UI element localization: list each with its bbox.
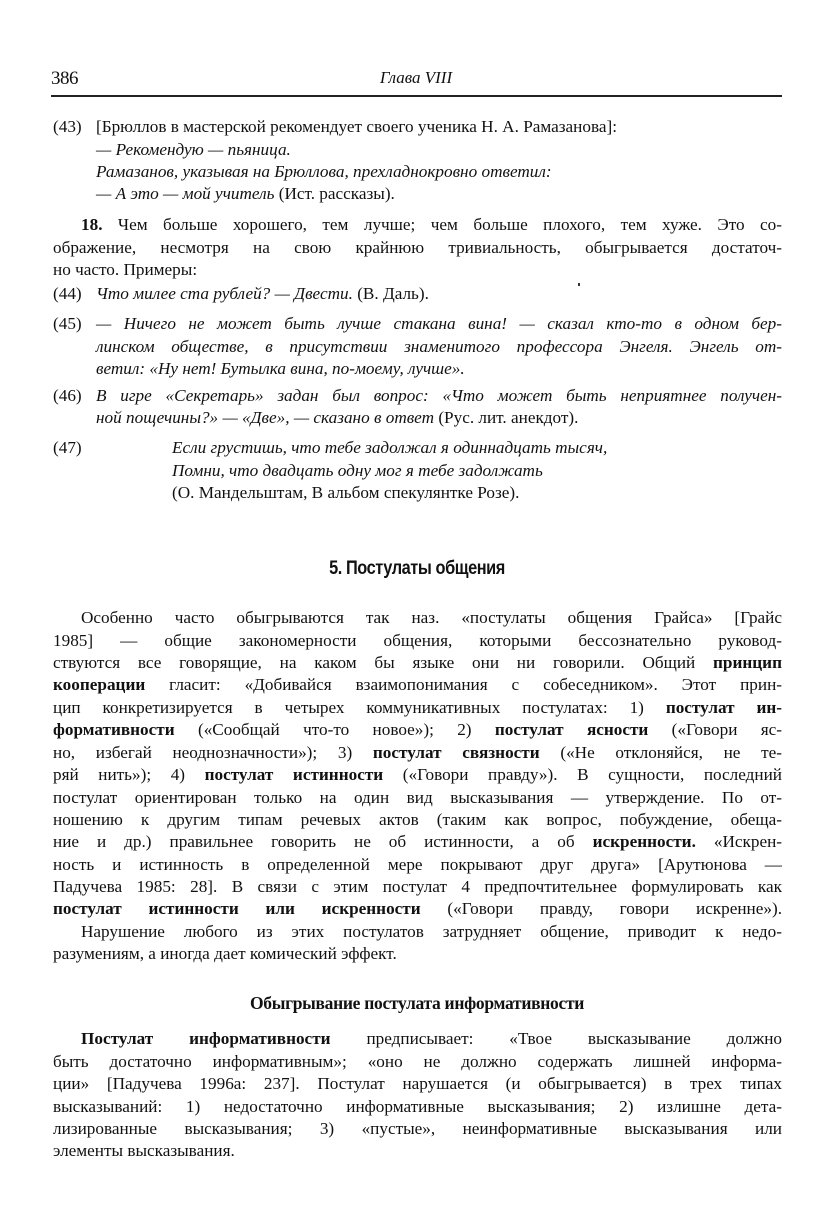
subsection-para-text: лизированные высказывания; 3) «пустые», неинформативные высказывания или [53,1119,782,1138]
section-para-text: Особенно часто обыгрываются так наз. «постулаты общения Грайса» [Грайс [81,608,782,627]
section-title: 5. Постулаты общения [329,558,505,579]
section-para-line [53,898,782,920]
section-para-line [53,719,782,741]
example-43-line: Рамазанов, указывая на Брюллова, прехладнокровно ответил: [96,162,552,181]
section-para-text: («Говори яс- [648,720,783,739]
subsection-title: Обыгрывание постулата информативности [249,993,585,1013]
example-43-line [96,183,395,205]
example-45-line: ветил: «Ну нет! Бутылка вина, по-моему, лучше». [96,359,465,378]
example-number: (46) [53,386,82,405]
section-para-text: постулат ориентирован только на один вид высказывания — утверждение. По от- [53,788,782,807]
section-para-text: Падучева 1985: 28]. В связи с этим постулат 4 предпочтительнее формулировать как [53,877,782,896]
subsection-para-line [53,1051,782,1073]
section-para-line [53,652,782,674]
term-bold: постулат истинности или искренности [53,899,421,918]
para-18-line [53,214,782,236]
subsection-para-text: высказываний: 1) недостаточно информативные высказывания; 2) излишне дета- [53,1097,782,1116]
verse-source: (О. Мандельштам, В альбом спекулянтке Розе). [172,483,520,502]
term-bold: постулат ин- [665,698,782,717]
section-para-line [53,809,782,831]
header-rule [51,95,782,97]
subsection-para-line [53,1118,782,1140]
section-para-text: («Сообщай что-то новое»); 2) [174,720,495,739]
para-18-line [53,237,782,259]
section-para-line [53,674,782,696]
section-para-text: («Говори правду, говори искренне»). [420,899,782,918]
term-bold: Постулат информативности [81,1029,331,1048]
example-number: (43) [53,117,82,136]
example-45-text: линском обществе, в присутствии знаменитого профессора Энгеля. Энгель от- [96,337,782,356]
subsection-para-line [53,1028,782,1050]
example-44-line [96,283,429,305]
section-para-text: «Искрен- [695,832,782,851]
verse-line: Если грустишь, что тебе задолжал я одиннадцать тысяч, [172,438,608,457]
subsection-para-text: предписывает: «Твое высказывание должно [330,1029,783,1048]
example-number: (44) [53,284,82,303]
section-para-text: («Говори правду»). В сущности, последний [383,765,782,784]
section-para-text: но, избегай неоднозначности»); 3) [53,743,373,762]
section-para-text: Нарушение любого из этих постулатов затрудняет общение, приводит к недо- [81,922,782,941]
section-para-text: («Не отклоняйся, не те- [539,743,782,762]
example-number: (47) [53,438,82,457]
example-43-line: — Рекомендую — пьяница. [96,140,291,159]
example-45-line [96,313,782,335]
term-bold: принцип [713,653,782,672]
example-45-text: — Ничего не может быть лучше стакана вина! — сказал кто-то в одном бер- [96,314,782,333]
section-para-text: ношению к другим типам речевых актов (таким как вопрос, побуждение, обеща- [53,810,782,829]
section-para-text: цип конкретизируется в четырех коммуникативных постулатах: 1) [53,698,666,717]
subsection-para-text: быть достаточно информативным»; «оно не должно содержать лишней информа- [53,1052,782,1071]
section-para-text: гласит: «Добивайся взаимопонимания с собеседником». Этот прин- [145,675,782,694]
section-para-line [53,630,782,652]
section-para-text: ние и др.) правильнее говорить не об истинности, а об [53,832,593,851]
term-bold: кооперации [53,675,146,694]
section-para-line [53,787,782,809]
term-bold: формативности [53,720,175,739]
section-para-line [53,607,782,629]
example-46-text: В игре «Секретарь» задан был вопрос: «Что может быть неприятнее получен- [96,386,782,405]
section-para-line [53,876,782,898]
verse-line: Помни, что двадцать одну мог я тебе задолжать [172,461,543,480]
example-43-line: [Брюллов в мастерской рекомендует своего ученика Н. А. Рамазанова]: [96,117,617,136]
section-para-line [53,831,782,853]
section-para-line [53,697,782,719]
subsection-para-line: элементы высказывания. [53,1141,235,1160]
example-number: (45) [53,314,82,333]
section-para-text: ствуются все говорящие, на каком бы языке они ни говорили. Общий [53,653,714,672]
term-bold: постулат ясности [494,720,649,739]
example-45-line [96,336,782,358]
section-para-text: 1985] — общие закономерности общения, которыми бессознательно руковод- [53,631,782,650]
subsection-para-line [53,1096,782,1118]
section-para-line [53,742,782,764]
example-43-source: (Ист. рассказы). [274,184,395,203]
term-bold: постулат истинности [204,765,384,784]
term-bold: постулат связности [372,743,540,762]
example-43-quote: — А это — мой учитель [96,184,275,203]
example-46-source: (Рус. лит. анекдот). [434,408,579,427]
page-number: 386 [51,68,78,89]
running-head [51,68,781,94]
para-18-text: ображение, несмотря на свою крайнюю тривиальность, обыгрывается достаточ- [53,238,782,257]
scan-speck [578,283,580,286]
example-46-quote: ной пощечины?» — «Две», — сказано в ответ [96,408,435,427]
chapter-title: Глава VIII [379,68,453,87]
section-para-line [53,764,782,786]
example-44-quote: Что милее ста рублей? — Двести. [96,284,353,303]
example-44-source: (В. Даль). [352,284,429,303]
section-para-line [53,854,782,876]
section-para-text: ряй нить»); 4) [53,765,205,784]
para-18-line: но часто. Примеры: [53,260,198,279]
para-18-text: Чем больше хорошего, тем лучше; чем больше плохого, тем хуже. Это со- [102,215,782,234]
section-para-line: разумениям, а иногда дает комический эффект. [53,944,397,963]
para-number: 18. [81,215,103,234]
section-para-text: ность и истинность в определенной мере покрывают друг друга» [Арутюнова — [53,855,782,874]
term-bold: искренности. [592,832,696,851]
example-46-line [96,407,578,429]
subsection-para-text: ции» [Падучева 1996а: 237]. Постулат нарушается (и обыгрывается) в трех типах [53,1074,782,1093]
example-46-line [96,385,782,407]
section-para-line [53,921,782,943]
subsection-para-line [53,1073,782,1095]
